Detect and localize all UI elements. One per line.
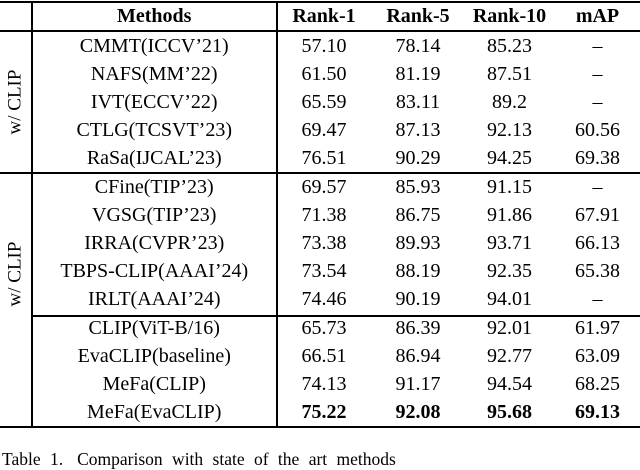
table-header-row — [0, 3, 640, 30]
rank1-cell: 75.22 — [301, 401, 347, 424]
map-cell: – — [592, 175, 603, 198]
rank1-header-cell: Rank-1 — [292, 5, 356, 27]
rank10-cell: 93.71 — [487, 232, 532, 255]
map-cell: 60.56 — [575, 119, 620, 142]
rank5-cell: 86.39 — [395, 316, 441, 339]
table-row — [0, 88, 640, 116]
rank5-cell: 78.14 — [395, 34, 441, 57]
map-cell: 61.97 — [575, 316, 620, 339]
table-body — [0, 32, 640, 427]
methods-header-cell: Methods — [117, 5, 192, 27]
rank5-cell: 90.29 — [395, 147, 441, 170]
map-cell: 65.38 — [575, 260, 620, 283]
rank5-cell: 92.08 — [395, 401, 441, 424]
table-row — [0, 32, 640, 60]
rank10-cell: 87.51 — [487, 62, 532, 85]
method-cell: MeFa(EvaCLIP) — [87, 401, 222, 424]
rank1-cell: 65.59 — [301, 91, 347, 113]
rank10-cell: 91.15 — [487, 175, 532, 198]
rank1-cell: 73.54 — [301, 260, 347, 283]
rank10-cell: 91.86 — [487, 203, 532, 226]
table-row — [0, 314, 640, 342]
rank5-cell: 89.93 — [395, 232, 441, 255]
rank5-cell: 90.19 — [395, 288, 441, 311]
rank1-cell: 69.47 — [301, 119, 347, 142]
rank5-cell: 85.93 — [395, 175, 441, 198]
method-cell: CTLG(TCSVT’23) — [76, 119, 233, 142]
rank10-cell: 92.77 — [487, 344, 532, 367]
group-label-bottom-text: w/ CLIP — [4, 241, 26, 306]
method-cell: EvaCLIP(baseline) — [77, 344, 231, 367]
map-cell: 66.13 — [575, 232, 620, 255]
table-row — [0, 173, 640, 201]
rank1-cell: 74.13 — [301, 373, 347, 396]
table-row — [0, 342, 640, 370]
map-header-cell: mAP — [575, 5, 620, 27]
method-cell: IRRA(CVPR’23) — [84, 232, 225, 255]
table-row — [0, 201, 640, 229]
method-cell: VGSG(TIP’23) — [92, 203, 217, 226]
rank5-cell: 87.13 — [395, 119, 441, 142]
rank5-header-cell: Rank-5 — [386, 5, 450, 27]
map-cell: – — [592, 34, 603, 57]
method-cell: CMMT(ICCV’21) — [79, 34, 229, 57]
map-cell: 69.13 — [575, 401, 620, 424]
rank1-cell: 57.10 — [301, 34, 347, 57]
table-row — [0, 60, 640, 88]
table-row-best — [0, 399, 640, 427]
rank10-cell: 85.23 — [487, 34, 532, 57]
method-cell: IVT(ECCV’22) — [90, 91, 218, 113]
rank1-cell: 66.51 — [301, 344, 347, 367]
table-caption — [2, 449, 638, 470]
map-cell: – — [592, 62, 603, 85]
rank5-cell: 81.19 — [395, 62, 441, 85]
rank1-cell: 61.50 — [301, 62, 347, 85]
table-row — [0, 229, 640, 257]
method-cell: NAFS(MM’22) — [90, 62, 218, 85]
method-cell: TBPS-CLIP(AAAI’24) — [60, 260, 249, 283]
rank1-cell: 74.46 — [301, 288, 347, 311]
group-label-top-text: w/ CLIP — [4, 69, 26, 135]
rank1-cell: 76.51 — [301, 147, 347, 170]
method-cell: IRLT(AAAI’24) — [87, 288, 221, 311]
rank10-cell: 92.01 — [487, 316, 532, 339]
rank10-cell: 95.68 — [487, 401, 532, 424]
map-cell: – — [592, 91, 603, 113]
table-row — [0, 258, 640, 286]
rank10-header-cell: Rank-10 — [472, 5, 547, 27]
method-cell: CLIP(ViT-B/16) — [88, 316, 220, 339]
rank1-cell: 69.57 — [301, 175, 347, 198]
rank1-cell: 73.38 — [301, 232, 347, 255]
table-row — [0, 117, 640, 145]
method-cell: MeFa(CLIP) — [102, 373, 206, 396]
rank5-cell: 91.17 — [395, 373, 441, 396]
rank10-cell: 92.13 — [487, 119, 532, 142]
table-caption-label: Table 1. — [2, 449, 64, 469]
table-row — [0, 286, 640, 314]
rank5-cell: 88.19 — [395, 260, 441, 283]
rank5-cell: 83.11 — [395, 91, 441, 113]
rank1-cell: 65.73 — [301, 316, 347, 339]
map-cell: 68.25 — [575, 373, 620, 396]
rank10-cell: 94.25 — [487, 147, 532, 170]
rank10-cell: 92.35 — [487, 260, 532, 283]
rank10-cell: 89.2 — [492, 91, 527, 113]
map-cell: 63.09 — [575, 344, 620, 367]
rank10-cell: 94.01 — [487, 288, 532, 311]
table-caption-text: Comparison with state of the art methods — [77, 449, 396, 469]
map-cell: 67.91 — [575, 203, 620, 226]
map-cell: 69.38 — [575, 147, 620, 170]
map-cell: – — [592, 288, 603, 311]
method-cell: CFine(TIP’23) — [94, 175, 214, 198]
table-row — [0, 145, 640, 173]
rank10-cell: 94.54 — [487, 373, 532, 396]
rank5-cell: 86.94 — [395, 344, 441, 367]
rank1-cell: 71.38 — [301, 203, 347, 226]
table-row — [0, 370, 640, 398]
method-cell: RaSa(IJCAL’23) — [86, 147, 222, 170]
rank5-cell: 86.75 — [395, 203, 441, 226]
